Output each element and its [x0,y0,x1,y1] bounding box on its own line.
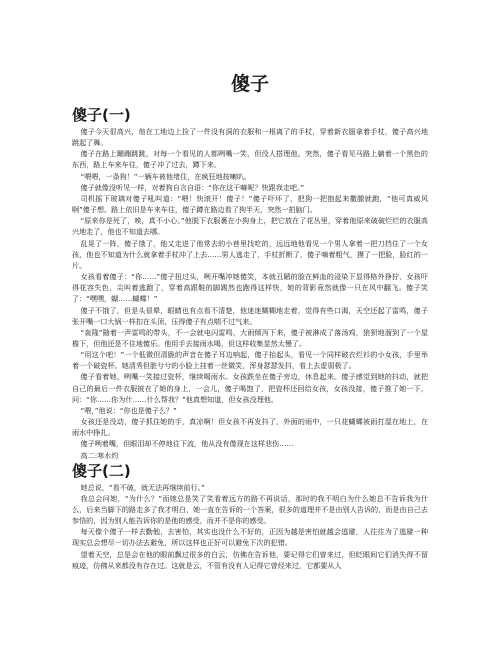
paragraph: 傻子咧着嘴，但眼泪却不停地往下流，他从没有像现在这样悲伤…… [80,439,294,449]
paragraph: 每天像个傻子一样去勤勉，去害怕，其实也没什么不好的，正因为越是害怕就越会逃避，人往往为了逃避一种现实总会想尽一切办法去避免，所以这样也正好可以避免下次的犯错。 [72,527,428,548]
paragraph: “原来你是死了，唉，真不小心。”他脱下衣服裹在小狗身上，把它放在了花丛里，穿着他原来破破烂烂的衣服高兴地走了，他也不知道去哪。 [72,216,428,237]
paragraph: 傻子今天很高兴，他在工地边上捡了一件没有洞的衣服和一根离了的手杖，穿着新衣服拿着手杖，傻子高兴地跳起了舞。 [72,127,428,148]
paragraph: “喂，”他说：“你也是傻子么？” [80,405,177,415]
section-1 [72,106,428,461]
paragraph: “轰隆”随着一声雷鸣的带头，不一会就电闪雷鸣，大雨倾泻下来，傻子被淋成了落汤鸡，狼狈地溜到了一个屋檐下，但他还是不住地傻乐。他用手去接雨水喝，但这样收集显然太慢了。 [72,327,428,348]
document-title: 傻子 [230,73,269,95]
paragraph: 她总说，“看不破，就无法再继续前行。” [80,482,205,492]
paragraph: 女孩看着傻子：“你……”傻子扭过头，咧开嘴冲她傻笑，本就丑陋的脸在鲜血的浸染下显得格外狰狞，女孩吓得花容失色，尖叫着逃跑了，穿着高跟鞋的脚踢然也跑得这样快，她的背影竟然就像一只在风中翻飞。傻子笑了：“嘿嘿，蝴……蝴蝶！” [72,272,428,304]
paragraph: 傻子在路上蹦蹦跳跳，对每一个看见的人都咧嘴一笑，但没人搭理他。突然，傻子看见马路上躺着一个黑色的东西，路上车来车往，傻子冲了过去，蹲下来。 [72,149,428,170]
paragraph: 乱晃了一阵，傻子饿了，他又走进了他常去的小巷里找吃的，远远地他看见一个男人拿着一把刀挡住了一个女孩，他也不知道为什么就拿着手杖冲了上去……男人逃走了，手杖折断了，傻子嘀着粗气，摸了一把脸，脸红的一片。 [72,238,428,270]
paragraph: 傻子就像没听见一样，对着狗自言自语：“你在这干嘛呢？快跟我走吧。” [80,182,305,192]
section-heading: 傻子(二) [72,461,131,480]
paragraph: 傻子不饿了，但是头很晕，眼睛也有点看不清楚，他迷迷糊糊地走着，觉得有些口渴，天空还起了雷鸣，傻子张开嘴一口大锅一样扣在头顶，压得傻子有点喘不过气来。 [72,305,428,326]
paragraph: 傻子看着她，咧嘴一笑接过瓷杯，继续喝雨水。女孩跌坐在傻子旁边，休息起来。傻子感觉到她的抖动，就把自己的最后一件衣服披在了她的身上，一会儿，傻子喝饱了，把瓷杯还回给女孩，女孩没接，傻子推了她一下，问：“你……你为什……什么帮我？”他真想知道，但女孩没理他。 [72,372,428,404]
section-heading: 傻子(一) [72,106,131,124]
paragraph: 望着天空，总是会在他的眼前飘过很多的白云，仿佛在告诉他，要记得它们曾来过，但眨眼间它们消失得不留痕迹，仿佛从来都没有存在过。这就是云，不管有没有人记得它曾经来过，它都要从人 [72,549,428,570]
paragraph: “喂喂，一条狗！”一辆车被他堵住，在疯狂地按喇叭。 [80,171,252,181]
section-2 [72,462,428,571]
paragraph: 司机摇下玻璃对傻子吼叫道：“喂！快滚开！傻子！”傻子吓坏了，把狗一把抱起来撒腿就跑，“他可真威风啊”傻子想。路上依旧是车来车往，傻子蹲在路边看了狗半天，突然一拍脑门。 [72,193,428,215]
paragraph: 女孩还是没动，傻子抓住她的手，真凉啊！但女孩不再发抖了，外面的雨中，一只花蝴蝶被雨打湿在地上，在雨水中挣扎。 [72,417,428,438]
paragraph: “用这个吧！”一个低微但清脆的声音在傻子耳边响起，傻子抬起头，看见一个同样破衣烂衫的小女孩，手里举着一个破瓷杯。她清秀但脏兮兮的小脸上挂着一丝微笑，浑身瑟瑟发抖，看上去虚弱极了。 [72,350,428,371]
author-signoff: 高二:寒水灼 [80,450,119,460]
paragraph: 我总会问她，“为什么？”而她总是笑了笑看着远方的路不再说话，那时的我不明白为什么她总不告诉我为什么，后来当脚下的路走多了我才明白，她一直在告诉的一个答案，很多的道理并不是由别人告诉的，而是由自己去参悟的，因为别人能告诉你的是他的感受，而并不是你的感受。 [72,493,428,526]
